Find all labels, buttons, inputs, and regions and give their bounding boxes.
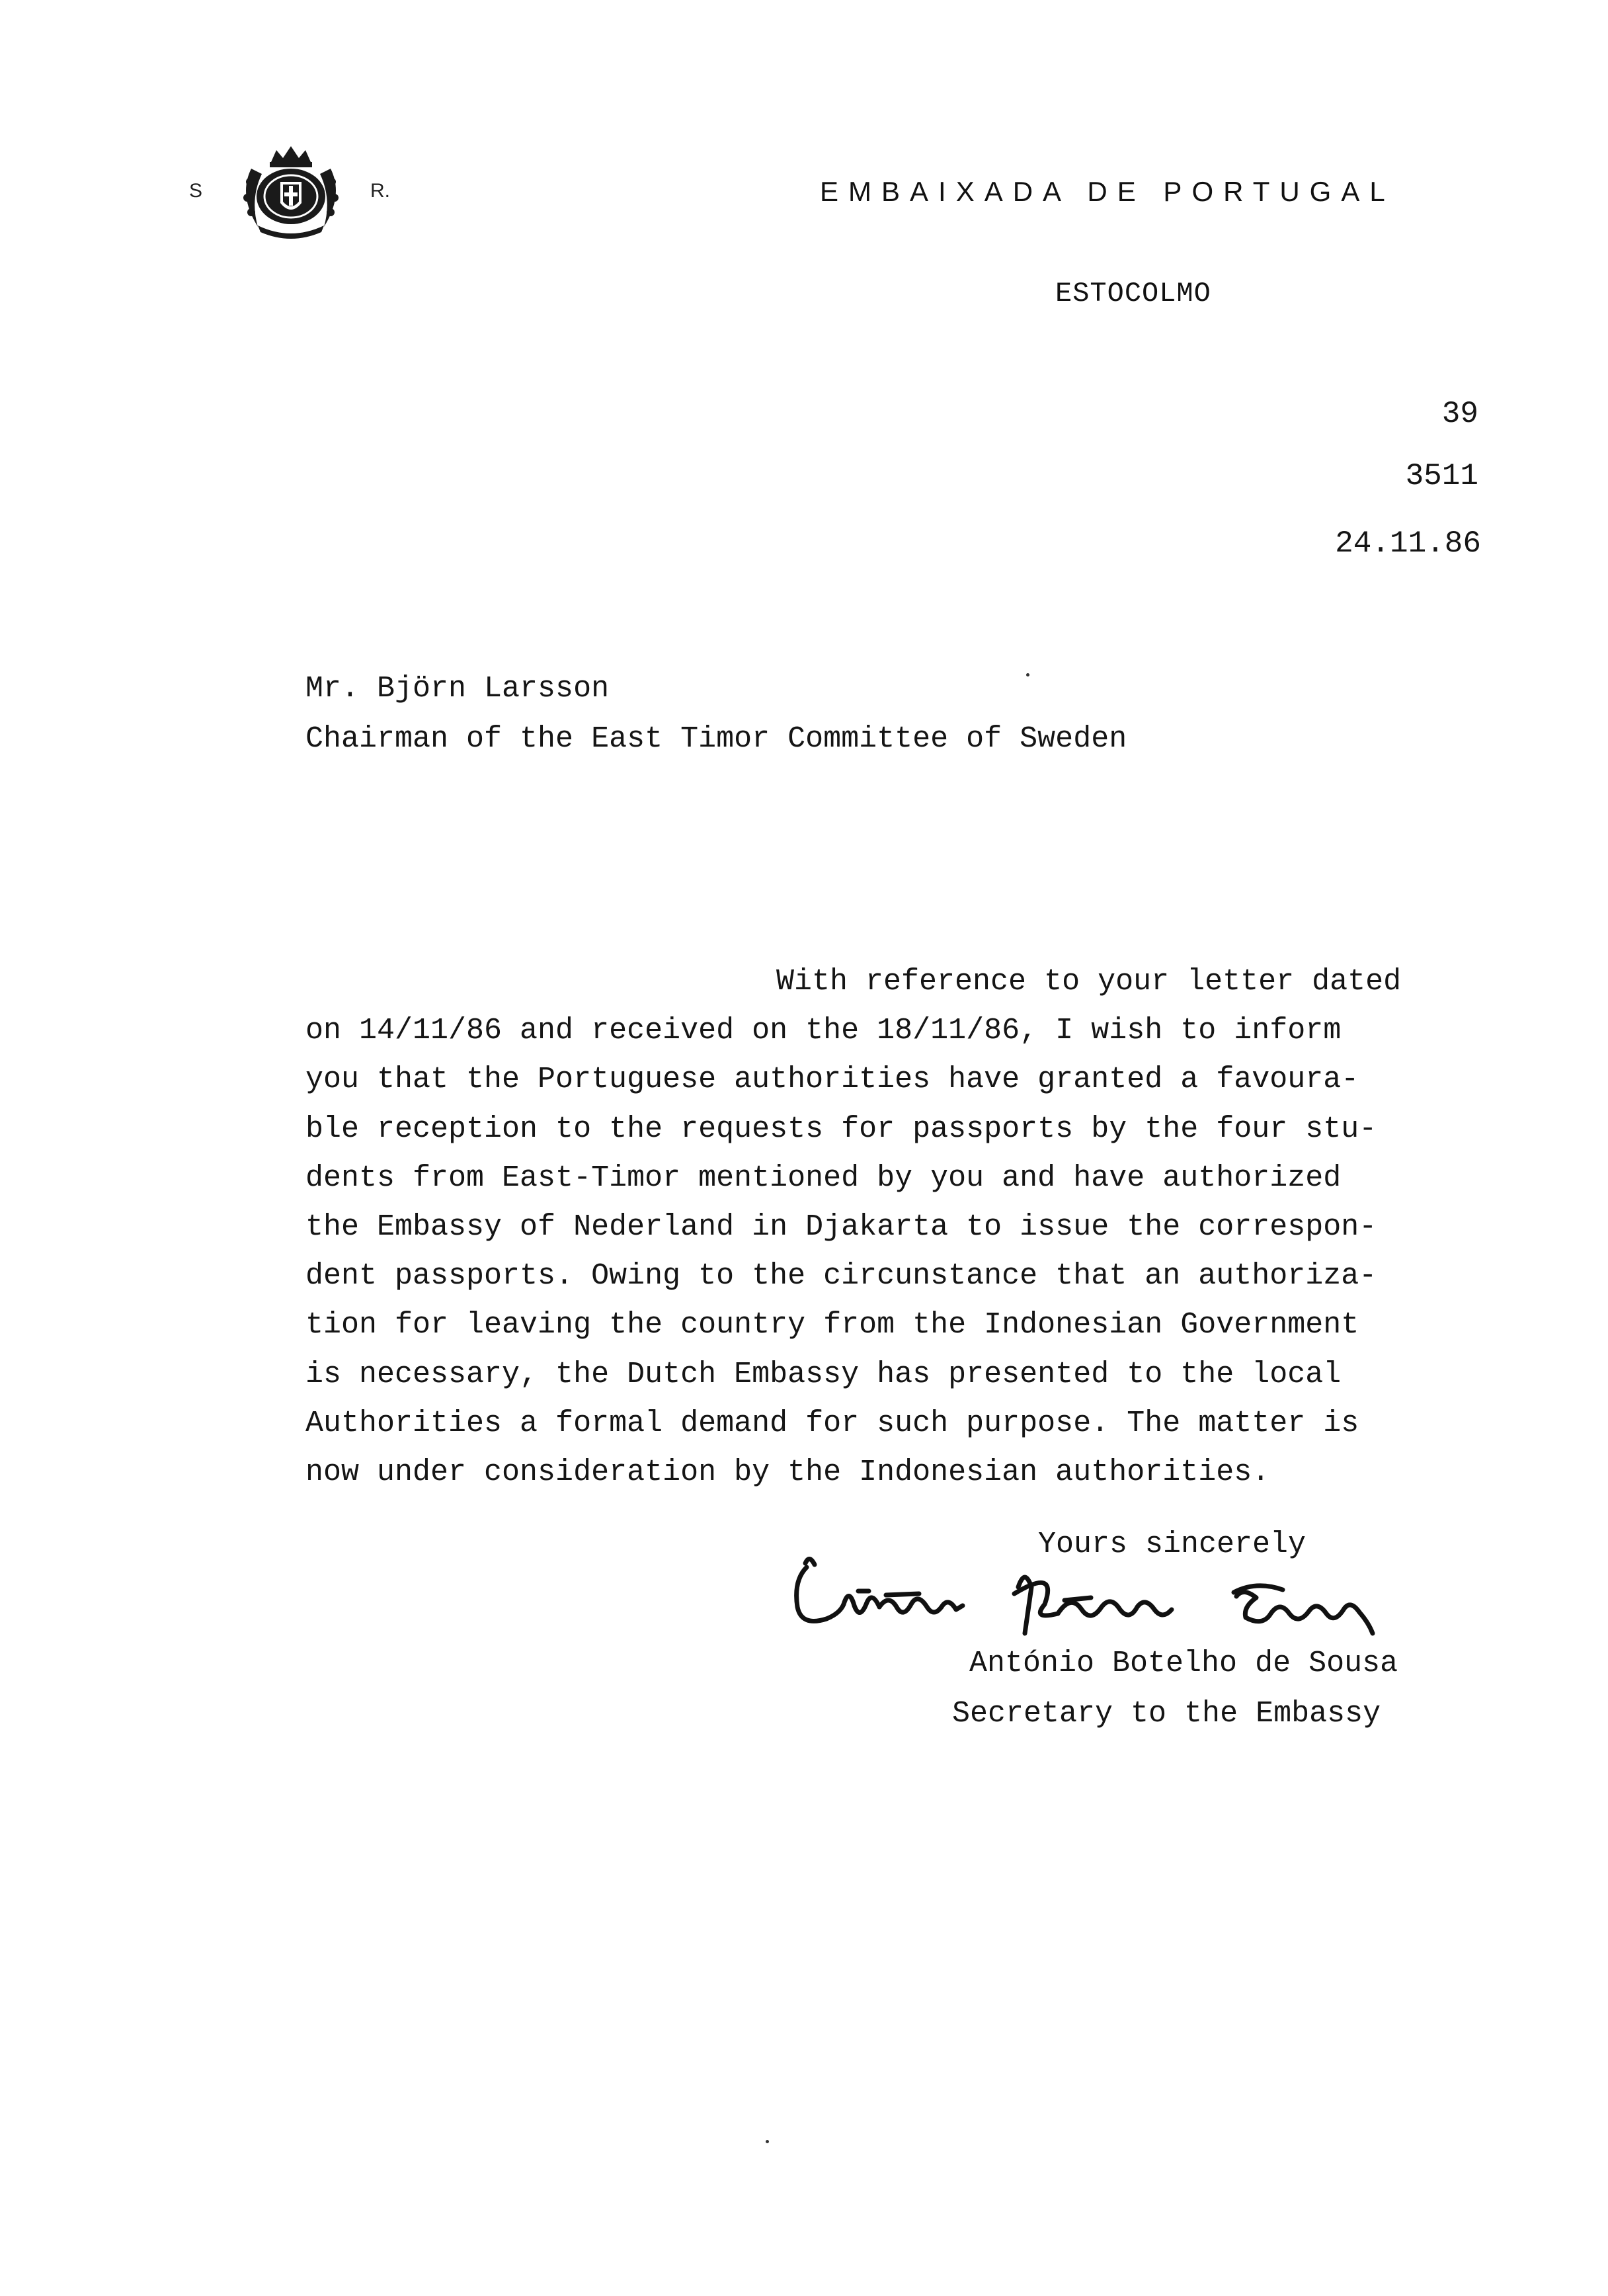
body-line: ble reception to the requests for passports by the four stu- <box>305 1112 1377 1146</box>
handwritten-signature <box>780 1541 1441 1647</box>
body-line: Authorities a formal demand for such purpose. The matter is <box>305 1406 1359 1440</box>
body-line: tion for leaving the country from the Indonesian Government <box>305 1308 1359 1342</box>
coat-of-arms-icon <box>225 142 357 241</box>
reference-number-1: 39 <box>1441 397 1478 431</box>
reference-number-2: 3511 <box>1405 459 1478 493</box>
letter-body <box>305 958 1515 1497</box>
scan-speck <box>766 2140 769 2143</box>
letterhead-left-mark: S <box>189 180 203 202</box>
body-line: you that the Portuguese authorities have granted a favoura- <box>305 1063 1359 1097</box>
city-name: ESTOCOLMO <box>1055 278 1211 309</box>
body-line: With reference to your letter dated <box>776 965 1402 999</box>
scan-speck <box>1026 673 1029 676</box>
letterhead-right-mark: R. <box>370 180 390 202</box>
valediction: Yours sincerely <box>1038 1528 1306 1561</box>
signatory-name: António Botelho de Sousa <box>969 1647 1398 1680</box>
recipient-title: Chairman of the East Timor Committee of Sweden <box>305 722 1127 756</box>
body-line: is necessary, the Dutch Embassy has presented to the local <box>305 1357 1342 1391</box>
body-line: now under consideration by the Indonesian authorities. <box>305 1455 1270 1489</box>
body-line: the Embassy of Nederland in Djakarta to issue the correspon- <box>305 1210 1377 1244</box>
signatory-title: Secretary to the Embassy <box>952 1697 1381 1731</box>
body-line: dent passports. Owing to the circunstance that an authoriza- <box>305 1259 1377 1293</box>
body-line: on 14/11/86 and received on the 18/11/86, I wish to inform <box>305 1014 1342 1048</box>
letter-date: 24.11.86 <box>1335 526 1481 561</box>
recipient-name: Mr. Björn Larsson <box>305 672 610 706</box>
embassy-name: EMBAIXADA DE PORTUGAL <box>820 176 1395 207</box>
body-line: dents from East-Timor mentioned by you and have authorized <box>305 1161 1342 1195</box>
